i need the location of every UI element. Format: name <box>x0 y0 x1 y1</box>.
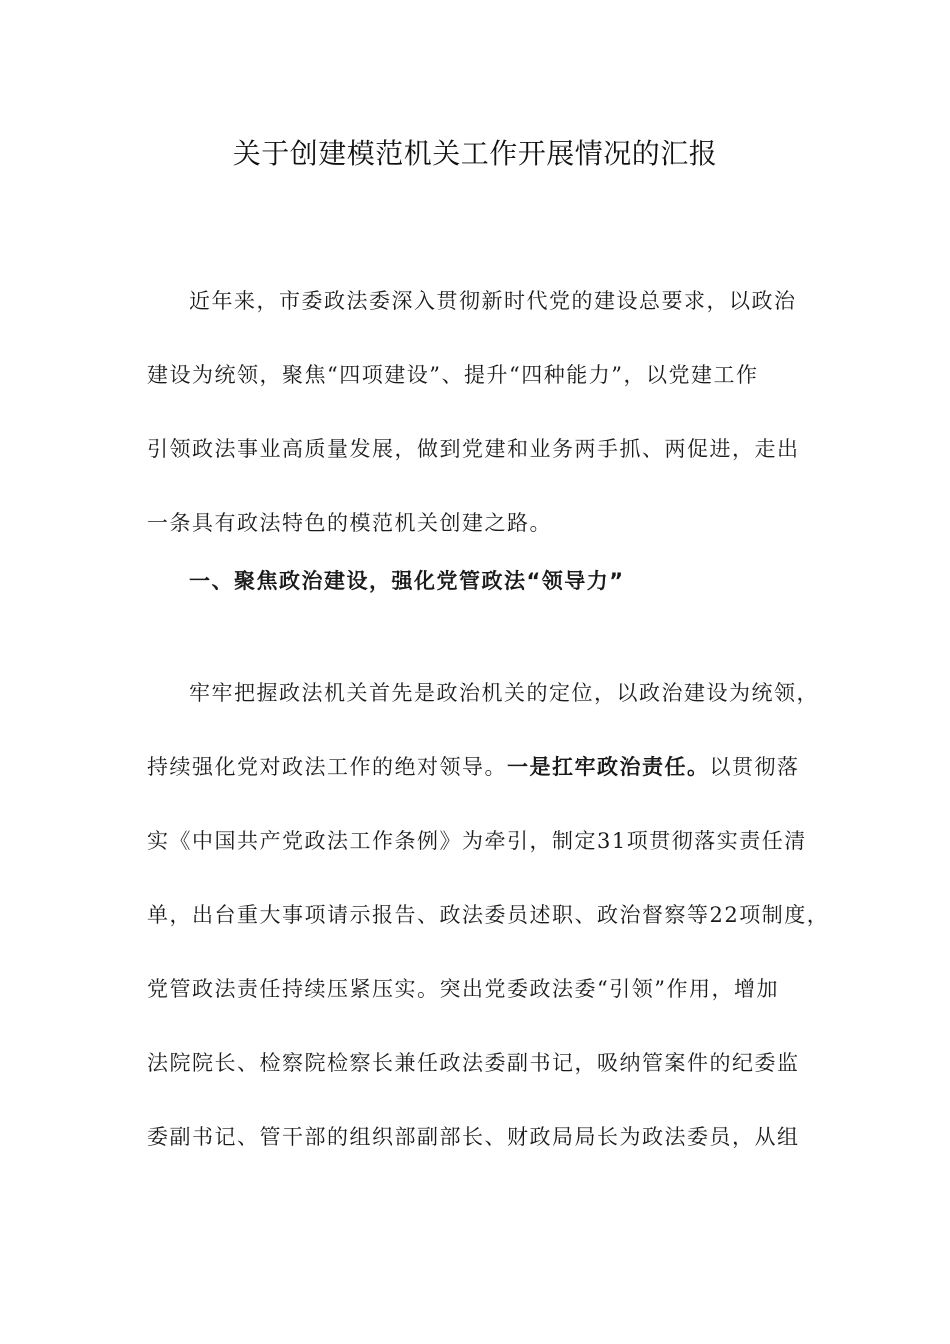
intro-line-3: 引领政法事业高质量发展，做到党建和业务两手抓、两促进，走出 <box>147 437 800 461</box>
section-1-line-2-tail: 以贯彻落 <box>709 755 800 779</box>
section-1-line-4: 单，出台重大事项请示报告、政法委员述职、政治督察等22项制度， <box>147 903 830 927</box>
section-1-line-1: 牢牢把握政法机关首先是政治机关的定位，以政治建设为统领， <box>189 681 819 705</box>
section-1-line-2 <box>147 752 807 782</box>
intro-line-1: 近年来，市委政法委深入贯彻新时代党的建设总要求，以政治 <box>189 289 797 313</box>
document-title: 关于创建模范机关工作开展情况的汇报 <box>232 137 718 170</box>
section-1-bold-phrase: 一是扛牢政治责任。 <box>507 755 710 779</box>
section-1-line-7: 委副书记、管干部的组织部副部长、财政局局长为政法委员，从组 <box>147 1125 800 1149</box>
section-1-line-2-text: 持续强化党对政法工作的绝对领导。 <box>147 755 507 779</box>
section-1-heading: 一、聚焦政治建设，强化党管政法“领导力” <box>189 569 625 593</box>
section-1-line-3: 实《中国共产党政法工作条例》为牵引，制定31项贯彻落实责任清 <box>147 829 807 853</box>
section-1-line-5: 党管政法责任持续压紧压实。突出党委政法委“引领”作用，增加 <box>147 977 779 1001</box>
intro-line-4: 一条具有政法特色的模范机关创建之路。 <box>147 511 552 535</box>
intro-line-2: 建设为统领，聚焦“四项建设”、提升“四种能力”，以党建工作 <box>147 363 759 387</box>
section-1-line-6: 法院院长、检察院检察长兼任政法委副书记，吸纳管案件的纪委监 <box>147 1051 800 1075</box>
